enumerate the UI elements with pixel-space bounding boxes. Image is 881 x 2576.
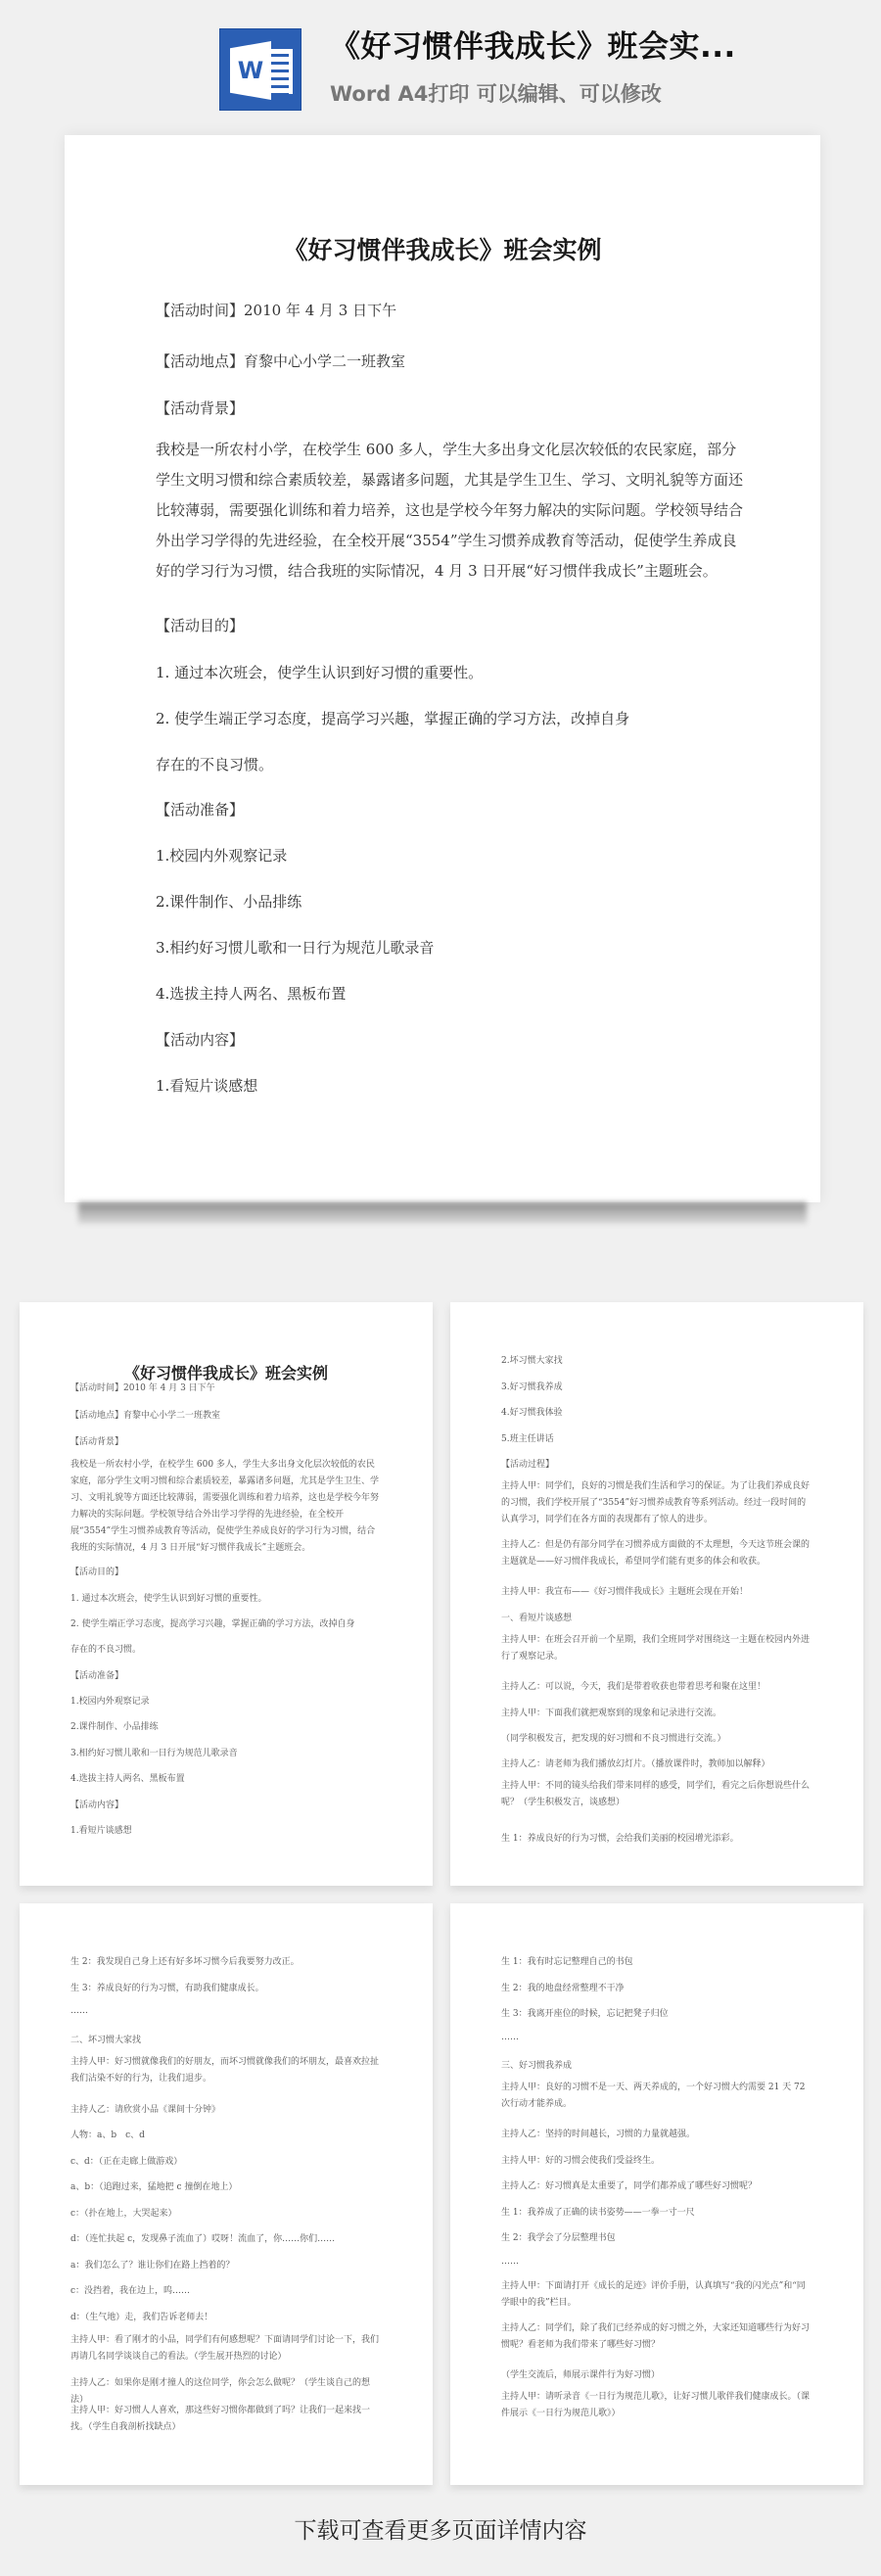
thumbnail-line: 一、看短片谈感想 [501,1614,573,1623]
thumbnail-page-3[interactable] [20,1903,433,2485]
thumbnail-line: 主持人甲：下面我们就把观察到的现象和记录进行交流。 [501,1709,722,1718]
activity-location: 【活动地点】育黎中心小学二一班教室 [156,352,406,370]
thumbnail-line: d：（连忙扶起 c，发现鼻子流血了）哎呀！流血了，你……你们…… [70,2234,336,2244]
content-heading: 【活动内容】 [156,1031,245,1049]
goal-heading: 【活动目的】 [156,617,245,634]
thumbnail-paragraph: 主持人甲：请听录音《一日行为规范儿歌》，让好习惯儿歌伴我们健康成长。（课件展示《一日行为规范儿歌》） [501,2392,811,2418]
page-shadow [78,1202,807,1224]
download-more-link[interactable]: 下载可查看更多页面详情内容 [294,2518,587,2544]
thumbnail-line: 生 1：养成良好的行为习惯，会给我们美丽的校园增光添彩。 [501,1834,739,1844]
w-letter: W [237,57,264,84]
content-item: 1.看短片谈感想 [156,1077,258,1095]
thumbnail-line: 【活动内容】 [70,1801,124,1810]
thumbnail-line: 3.好习惯我养成 [501,1382,563,1392]
thumbnail-line: （同学积极发言，把发现的好习惯和不良习惯进行交流。） [501,1734,726,1744]
thumbnail-line: …… [501,2033,519,2042]
thumbnail-line: 1.校园内外观察记录 [70,1697,150,1707]
thumbnail-paragraph: 主持人乙：但是仍有部分同学在习惯养成方面做的不太理想，今天这节班会课的主题就是——好习惯伴我成长，希望同学们能有更多的体会和收获。 [501,1540,811,1567]
thumbnail-line: 生 3：我离开座位的时候，忘记把凳子归位 [501,2009,669,2019]
thumbnail-line: c：（扑在地上，大哭起来） [70,2209,177,2219]
thumbnail-line: （学生交流后，师展示课件行为好习惯） [501,2370,661,2380]
document-subtitle: Word A4打印 可以编辑、可以修改 [330,82,662,106]
thumbnail-paragraph: 主持人甲：良好的习惯不是一天、两天养成的，一个好习惯大约需要 21 天 72 次行动才能养成。 [501,2083,806,2109]
thumbnail-paragraph: 主持人乙：同学们，除了我们已经养成的好习惯之外，大家还知道哪些行为好习惯呢？看老师为我们带来了哪些好习惯？ [501,2323,811,2350]
thumbnail-line: 4.好习惯我体验 [501,1408,563,1418]
thumbnail-line: …… [501,2257,519,2267]
thumbnail-paragraph: 主持人乙：如果你是刚才撞人的这位同学，你会怎么做呢？（学生谈自己的想法） [70,2378,371,2405]
thumbnail-line: …… [70,2006,88,2016]
thumbnail-line: 2.坏习惯大家找 [501,1356,563,1366]
thumbnail-paragraph: 主持人甲：同学们，良好的习惯是我们生活和学习的保证。为了让我们养成良好的习惯，我们学校开展了“3554”好习惯养成教育等系列活动。经过一段时间的认真学习，同学们在各方面的表现都有了惊人的进步。 [501,1481,811,1524]
thumbnail-line: 生 2：我的地盘经常整理不干净 [501,1984,625,1993]
thumbnail-line: 二、坏习惯大家找 [70,2036,142,2045]
prep-item: 1.校园内外观察记录 [156,847,288,865]
thumbnail-page-4[interactable] [450,1903,863,2485]
thumbnail-line: 生 1：我有时忘记整理自己的书包 [501,1957,633,1967]
thumbnail-line: a：我们怎么了？谁让你们在路上挡着的？ [70,2261,235,2271]
thumbnail-line: 2.课件制作、小品排练 [70,1722,159,1732]
page-title: 《好习惯伴我成长》班会实例 [283,236,602,264]
thumbnail-line: 主持人乙：可以说，今天，我们是带着收获也带着思考和聚在这里！ [501,1682,766,1692]
thumbnail-title: 《好习惯伴我成长》班会实例 [123,1364,328,1382]
thumbnail-line: 【活动目的】 [70,1568,124,1577]
thumbnail-line: 生 2：我发现自己身上还有好多坏习惯今后我要努力改正。 [70,1957,300,1967]
thumbnail-paragraph: 主持人甲：不同的镜头给我们带来同样的感受，同学们，看完之后你想说些什么呢？（学生积极发言，谈感想） [501,1781,811,1807]
thumbnail-line: 【活动时间】2010 年 4 月 3 日下午 [70,1383,215,1393]
thumbnail-line: 4.选拔主持人两名、黑板布置 [70,1774,185,1784]
activity-time: 【活动时间】2010 年 4 月 3 日下午 [156,302,397,319]
thumbnail-line: 存在的不良习惯。 [70,1645,142,1655]
thumbnail-line: 【活动地点】育黎中心小学二一班教室 [70,1411,221,1421]
thumbnail-line: 生 2：我学会了分层整理书包 [501,2233,616,2243]
header [0,0,881,117]
thumbnail-line: 主持人乙：请老师为我们播放幻灯片。（播放课件时，教师加以解释） [501,1759,770,1769]
thumbnail-line: 生 1：我养成了正确的读书姿势——一拳一寸一尺 [501,2208,695,2218]
thumbnail-page-1[interactable] [20,1302,433,1886]
main-page-preview [65,135,820,1202]
thumbnail-line: 主持人甲：好的习惯会使我们受益终生。 [501,2156,661,2166]
prep-heading: 【活动准备】 [156,801,245,819]
thumbnail-paragraph: 主持人甲：看了刚才的小品，同学们有何感想呢？下面请同学们讨论一下，我们再请几名同学谈谈自己的看法。（学生展开热烈的讨论） [70,2335,380,2362]
thumbnail-line: 2. 使学生端正学习态度，提高学习兴趣，掌握正确的学习方法，改掉自身 [70,1619,355,1629]
thumbnail-line: 生 3：养成良好的行为习惯，有助我们健康成长。 [70,1984,264,1993]
thumbnail-line: 主持人乙：好习惯真是太重要了，同学们都养成了哪些好习惯呢？ [501,2181,758,2191]
thumbnail-line: c、d：（正在走廊上做游戏） [70,2157,183,2167]
thumbnail-paragraph: 主持人甲：下面请打开《成长的足迹》评价手册，认真填写“我的闪光点”和“同学眼中的我”栏目。 [501,2281,806,2308]
thumbnail-paragraph: 我校是一所农村小学，在校学生 600 多人，学生大多出身文化层次较低的农民家庭，部分学生文明习惯和综合素质较差，暴露诸多问题，尤其是学生卫生、学习、文明礼貌等方面还比较薄弱，需要强化训练和着力培养，这也是学校今年努力解决的实际问题。学校领导结合外出学习学得的先进经验，在全校开展“3554”学生习惯养成教育等活动，促使学生养成良好的学习行为习惯，结合我班的实际情况，4 月 3 日开展“好习惯伴我成长”主题班会。 [70,1460,380,1553]
thumbnail-page-2[interactable] [450,1302,863,1886]
thumbnail-paragraph: 主持人甲：在班会召开前一个星期，我们全班同学对围绕这一主题在校园内外进行了观察记录。 [501,1635,811,1662]
thumbnail-line: d：（生气地）走，我们告诉老师去！ [70,2313,213,2322]
thumbnail-paragraph: 主持人甲：好习惯人人喜欢，那这些好习惯你都做到了吗？让我们一起来找一找。（学生自我剖析找缺点） [70,2406,371,2432]
goal-item: 1. 通过本次班会，使学生认识到好习惯的重要性。 [156,664,484,681]
prep-item: 2.课件制作、小品排练 [156,893,302,911]
thumbnail-line: 【活动准备】 [70,1671,124,1681]
thumbnail-line: 5.班主任讲话 [501,1434,554,1444]
thumbnail-line: 三、好习惯我养成 [501,2061,573,2071]
thumbnail-paragraph: 主持人甲：好习惯就像我们的好朋友，而坏习惯就像我们的坏朋友，最喜欢拉扯我们沾染不好的行为，让我们退步。 [70,2057,380,2084]
thumbnail-line: 1.看短片谈感想 [70,1826,132,1836]
thumbnail-line: 主持人乙：坚持的时间越长，习惯的力量就越强。 [501,2130,696,2139]
thumbnail-line: 主持人乙：请欣赏小品《课间十分钟》 [70,2105,221,2115]
prep-item: 4.选拔主持人两名、黑板布置 [156,985,347,1003]
prep-item: 3.相约好习惯儿歌和一日行为规范儿歌录音 [156,939,435,957]
background-heading: 【活动背景】 [156,399,245,417]
thumbnail-line: 人物：a、b c、d [70,2131,145,2140]
thumbnail-line: a、b：（追跑过来，猛地把 c 撞倒在地上） [70,2182,238,2192]
goal-item: 2. 使学生端正学习态度，提高学习兴趣，掌握正确的学习方法，改掉自身 [156,710,630,727]
goal-item: 存在的不良习惯。 [156,756,274,773]
thumbnail-line: 1. 通过本次班会，使学生认识到好习惯的重要性。 [70,1594,267,1604]
thumbnail-line: 主持人甲：我宣布——《好习惯伴我成长》主题班会现在开始！ [501,1587,749,1597]
thumbnail-line: 3.相约好习惯儿歌和一日行为规范儿歌录音 [70,1749,238,1758]
thumbnail-line: 【活动过程】 [501,1460,555,1470]
thumbnail-line: 【活动背景】 [70,1437,124,1447]
background-paragraph: 我校是一所农村小学，在校学生 600 多人，学生大多出身文化层次较低的农民家庭，部分学生文明习惯和综合素质较差，暴露诸多问题，尤其是学生卫生、学习、文明礼貌等方面还比较薄弱，需要强化训练和着力培养，这也是学校今年努力解决的实际问题。学校领导结合外出学习学得的先进经验，在全校开展“3554”学生习惯养成教育等活动，促使学生养成良好的学习行为习惯，结合我班的实际情况，4 月 3 日开展“好习惯伴我成长”主题班会。 [156,441,744,580]
document-title: 《好习惯伴我成长》班会实... [330,29,736,65]
thumbnail-line: c：没挡着，我在边上，呜…… [70,2286,191,2296]
word-document-icon [219,28,301,111]
